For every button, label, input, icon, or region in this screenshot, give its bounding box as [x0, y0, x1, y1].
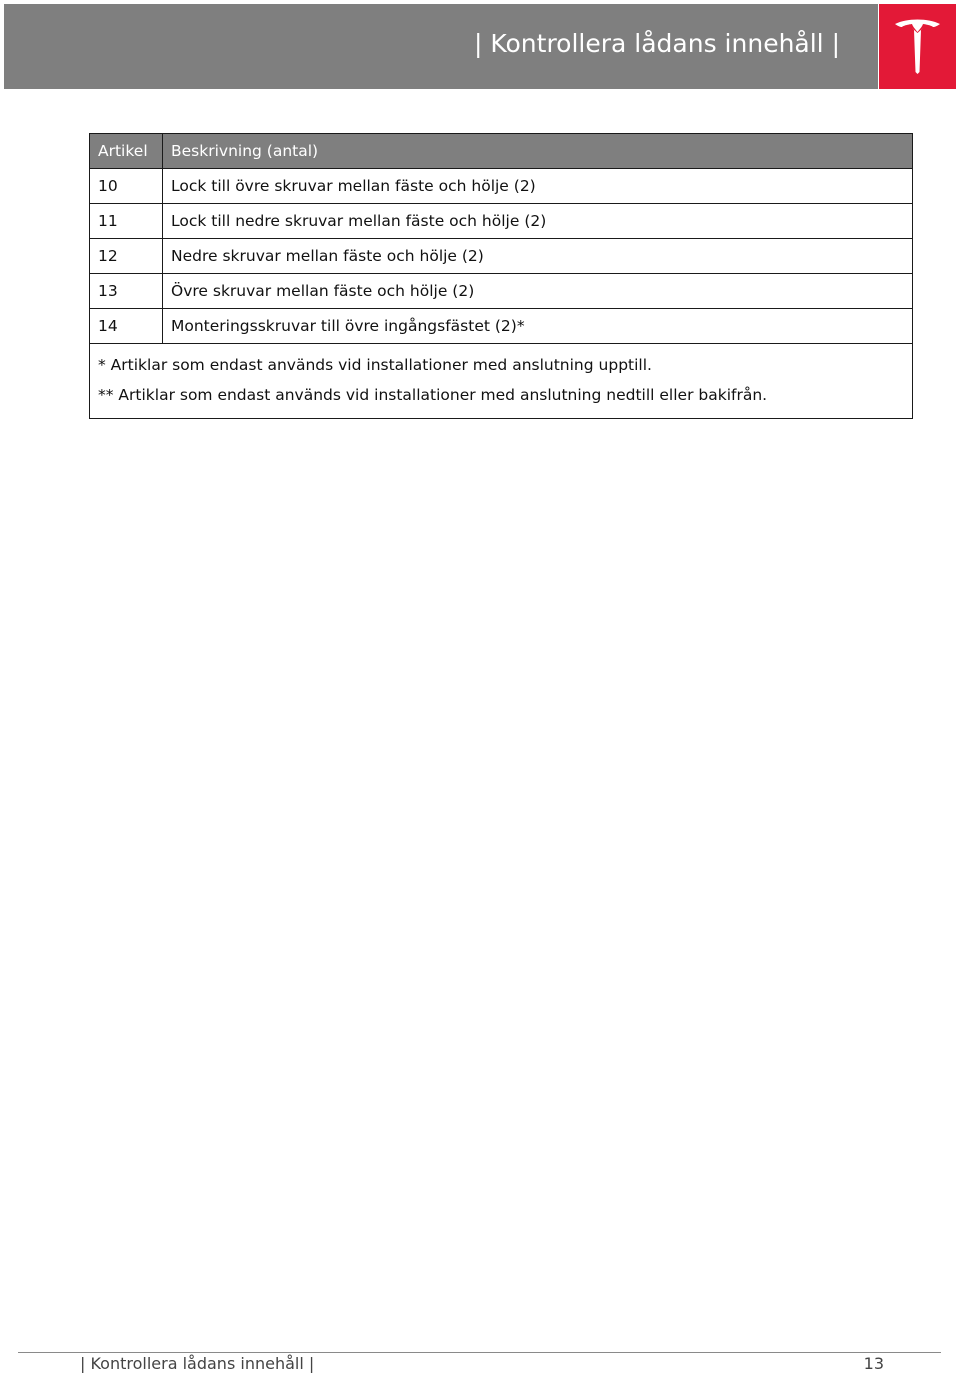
footer-title: | Kontrollera lådans innehåll | — [80, 1354, 315, 1373]
column-header-description: Beskrivning (antal) — [163, 134, 913, 169]
table-row — [90, 169, 913, 204]
item-description: Monteringsskruvar till övre ingångsfästet (2)* — [163, 309, 913, 344]
item-number: 11 — [90, 204, 163, 239]
brand-logo — [879, 4, 956, 89]
item-number: 12 — [90, 239, 163, 274]
item-number: 13 — [90, 274, 163, 309]
footer-divider — [18, 1352, 941, 1353]
item-description: Övre skruvar mellan fäste och hölje (2) — [163, 274, 913, 309]
table-row — [90, 309, 913, 344]
item-description: Lock till övre skruvar mellan fäste och hölje (2) — [163, 169, 913, 204]
table-row — [90, 239, 913, 274]
page-number: 13 — [863, 1354, 884, 1373]
note-top-connection: * Artiklar som endast används vid installationer med anslutning upptill. — [98, 356, 652, 374]
table-row — [90, 274, 913, 309]
table-header-row — [90, 134, 913, 169]
item-number: 14 — [90, 309, 163, 344]
tesla-logo-icon — [893, 18, 942, 74]
item-number: 10 — [90, 169, 163, 204]
table-notes-row — [90, 344, 913, 419]
table-notes — [90, 344, 913, 419]
item-description: Lock till nedre skruvar mellan fäste och hölje (2) — [163, 204, 913, 239]
table-row — [90, 204, 913, 239]
page-title: | Kontrollera lådans innehåll | — [473, 29, 840, 58]
column-header-item: Artikel — [90, 134, 163, 169]
parts-table — [89, 133, 913, 419]
header-bar — [4, 4, 878, 89]
item-description: Nedre skruvar mellan fäste och hölje (2) — [163, 239, 913, 274]
note-bottom-rear-connection: ** Artiklar som endast används vid installationer med anslutning nedtill eller bakifrån. — [98, 386, 768, 404]
